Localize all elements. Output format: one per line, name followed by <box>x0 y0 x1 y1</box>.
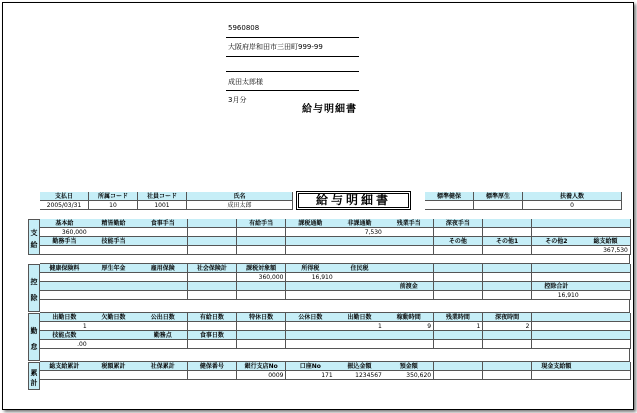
field-value <box>384 291 434 300</box>
section-char: 給 <box>30 241 38 249</box>
field-value <box>434 291 484 300</box>
field-value <box>532 340 582 349</box>
field-label: 食事手当 <box>138 219 188 228</box>
section-char: 計 <box>30 378 38 387</box>
field-value <box>237 246 287 255</box>
field-label: 基本給 <box>40 219 90 228</box>
field-label <box>384 331 434 340</box>
field-value <box>40 371 90 380</box>
field-value: 367,530 <box>581 246 631 255</box>
field-label <box>532 264 582 273</box>
header-label: 氏名 <box>187 192 293 201</box>
field-label <box>188 237 238 246</box>
field-value <box>40 273 90 282</box>
field-label <box>483 331 533 340</box>
field-label <box>237 237 287 246</box>
field-value <box>138 246 188 255</box>
field-label: 社会保険計 <box>188 264 238 273</box>
field-label <box>483 282 533 291</box>
header-label: 標準厚生 <box>474 192 523 201</box>
header-value: 成田太郎 <box>187 201 293 210</box>
field-label: 深夜手当 <box>434 219 484 228</box>
field-label: 銀行支店No <box>237 362 287 371</box>
field-label: 勤務点 <box>138 331 188 340</box>
field-label: 勤務手当 <box>40 237 90 246</box>
field-value <box>581 340 631 349</box>
field-value <box>237 340 287 349</box>
field-label <box>384 264 434 273</box>
field-value <box>188 246 238 255</box>
field-label <box>532 331 582 340</box>
field-label <box>286 331 336 340</box>
field-value: 1 <box>335 322 385 331</box>
field-label: 残業時間 <box>434 313 484 322</box>
field-value: 1234567 <box>335 371 385 380</box>
address-divider <box>226 37 359 38</box>
field-label: 有給手当 <box>237 219 287 228</box>
section-label <box>28 362 40 390</box>
field-label <box>89 282 139 291</box>
field-value <box>237 291 287 300</box>
field-value <box>532 246 582 255</box>
section-char: 怠 <box>30 343 38 351</box>
field-value: 16,910 <box>532 291 582 300</box>
address-line: 大阪府岸和田市三田町999-99 <box>228 43 323 51</box>
field-value <box>581 291 631 300</box>
field-label: その他1 <box>483 237 533 246</box>
field-label: 有給日数 <box>188 313 238 322</box>
field-value <box>532 273 582 282</box>
field-value <box>532 371 582 380</box>
field-value <box>434 340 484 349</box>
field-label: 出勤日数 <box>335 313 385 322</box>
field-value <box>483 340 533 349</box>
section-char: 支 <box>30 229 38 237</box>
field-label: 稼動時間 <box>384 313 434 322</box>
field-label <box>581 331 631 340</box>
field-label <box>483 362 533 371</box>
field-label <box>286 282 336 291</box>
address-divider <box>226 71 359 72</box>
field-value <box>188 322 238 331</box>
field-value <box>483 291 533 300</box>
field-value <box>188 273 238 282</box>
field-label: 公出日数 <box>138 313 188 322</box>
field-label <box>138 282 188 291</box>
header-label: 社員コード <box>138 192 187 201</box>
field-label <box>434 264 484 273</box>
field-value: 0009 <box>237 371 287 380</box>
field-value <box>335 340 385 349</box>
field-value <box>138 322 188 331</box>
header-value: 2005/03/31 <box>40 201 89 210</box>
field-value <box>384 340 434 349</box>
field-label <box>335 331 385 340</box>
field-value <box>483 371 533 380</box>
field-value: 9 <box>384 322 434 331</box>
field-label: 総支給額 <box>581 237 631 246</box>
field-label <box>237 282 287 291</box>
field-label <box>483 219 533 228</box>
field-value <box>40 246 90 255</box>
header-label: 標準健保 <box>425 192 474 201</box>
field-value <box>581 322 631 331</box>
field-label <box>581 219 631 228</box>
field-value <box>384 246 434 255</box>
field-value <box>89 371 139 380</box>
spacer-row <box>40 255 630 264</box>
field-label <box>532 313 582 322</box>
field-value: 350,620 <box>384 371 434 380</box>
field-label <box>384 237 434 246</box>
field-value <box>384 273 434 282</box>
field-label: 出勤日数 <box>40 313 90 322</box>
field-value <box>188 291 238 300</box>
field-label: 現金支給額 <box>532 362 582 371</box>
field-value <box>532 228 582 237</box>
field-label: 欠勤日数 <box>89 313 139 322</box>
field-label <box>89 331 139 340</box>
field-label <box>335 282 385 291</box>
field-value <box>89 228 139 237</box>
section-char: 勤 <box>30 327 38 335</box>
field-value: 360,000 <box>40 228 90 237</box>
field-label <box>286 237 336 246</box>
field-label: 総支給累計 <box>40 362 90 371</box>
field-label <box>40 282 90 291</box>
field-value <box>581 228 631 237</box>
field-label <box>188 282 238 291</box>
field-label <box>335 237 385 246</box>
field-value <box>89 273 139 282</box>
header-value <box>474 201 523 210</box>
field-value <box>286 246 336 255</box>
field-value <box>384 228 434 237</box>
field-value <box>237 228 287 237</box>
field-value <box>188 228 238 237</box>
field-value <box>138 371 188 380</box>
section-label <box>28 264 40 312</box>
section-label <box>28 219 40 255</box>
field-value <box>483 228 533 237</box>
field-label: 食事日数 <box>188 331 238 340</box>
field-label: 残業手当 <box>384 219 434 228</box>
field-label <box>434 282 484 291</box>
field-value <box>138 228 188 237</box>
field-label <box>532 219 582 228</box>
field-label: 社保累計 <box>138 362 188 371</box>
field-label: 控除合計 <box>532 282 582 291</box>
field-label: 振込金額 <box>335 362 385 371</box>
field-value <box>581 371 631 380</box>
field-label: 非課通勤 <box>335 219 385 228</box>
field-label <box>138 237 188 246</box>
field-value <box>89 291 139 300</box>
field-value <box>581 273 631 282</box>
field-value <box>286 340 336 349</box>
field-value <box>188 340 238 349</box>
field-label: 所得税 <box>286 264 336 273</box>
field-label: 課税通勤 <box>286 219 336 228</box>
recipient-name: 成田太郎様 <box>228 78 263 86</box>
field-value <box>138 291 188 300</box>
section-char: 除 <box>30 294 38 302</box>
field-value <box>138 273 188 282</box>
field-value <box>434 228 484 237</box>
field-value <box>434 246 484 255</box>
field-value <box>335 273 385 282</box>
header-value: 10 <box>89 201 138 210</box>
field-label: 前渡金 <box>384 282 434 291</box>
field-value <box>286 291 336 300</box>
field-value <box>138 340 188 349</box>
header-value: 1001 <box>138 201 187 210</box>
field-value <box>89 340 139 349</box>
field-label <box>581 313 631 322</box>
field-label: 技能点数 <box>40 331 90 340</box>
form-title: 給与明細書 <box>296 191 411 210</box>
section-char: 控 <box>30 278 38 286</box>
field-label: 健保番号 <box>188 362 238 371</box>
field-value <box>40 291 90 300</box>
field-value <box>335 291 385 300</box>
header-value: 0 <box>523 201 622 210</box>
field-value <box>237 322 287 331</box>
field-label: 公休日数 <box>286 313 336 322</box>
field-value: .00 <box>40 340 90 349</box>
field-label: 技能手当 <box>89 237 139 246</box>
spacer-row <box>40 349 630 362</box>
section-char: 累 <box>30 369 38 378</box>
header-value <box>425 201 474 210</box>
pay-month: 3月分 <box>228 96 247 104</box>
field-value: 1 <box>434 322 484 331</box>
field-label: その他2 <box>532 237 582 246</box>
field-label <box>581 282 631 291</box>
field-value <box>188 371 238 380</box>
field-label: 厚生年金 <box>89 264 139 273</box>
field-label: 健康保険料 <box>40 264 90 273</box>
postal-code: 5960808 <box>228 24 260 32</box>
field-label <box>434 331 484 340</box>
field-label: その他 <box>434 237 484 246</box>
field-label <box>581 362 631 371</box>
field-value: 2 <box>483 322 533 331</box>
field-label: 口座No <box>286 362 336 371</box>
envelope-title: 給与明細書 <box>302 104 357 115</box>
field-value <box>532 322 582 331</box>
field-label: 特休日数 <box>237 313 287 322</box>
field-value <box>483 273 533 282</box>
field-label: 雇用保険 <box>138 264 188 273</box>
header-label: 支払日 <box>40 192 89 201</box>
header-label: 所属コード <box>89 192 138 201</box>
field-value <box>89 246 139 255</box>
field-label: 預金額 <box>384 362 434 371</box>
field-label: 住民税 <box>335 264 385 273</box>
field-label: 深夜時間 <box>483 313 533 322</box>
field-value: 16,910 <box>286 273 336 282</box>
field-label <box>188 219 238 228</box>
field-value <box>434 371 484 380</box>
field-value <box>286 322 336 331</box>
field-value <box>335 246 385 255</box>
field-label <box>581 264 631 273</box>
field-label <box>483 264 533 273</box>
header-label: 扶養人数 <box>523 192 622 201</box>
field-value <box>286 228 336 237</box>
field-label <box>434 362 484 371</box>
field-value <box>483 246 533 255</box>
field-label: 課税対象額 <box>237 264 287 273</box>
field-value <box>434 273 484 282</box>
section-label <box>28 313 40 361</box>
spacer-row <box>40 300 630 313</box>
field-value: 360,000 <box>237 273 287 282</box>
field-value: 1 <box>40 322 90 331</box>
field-value <box>89 322 139 331</box>
address-divider <box>226 90 359 91</box>
field-label: 税額累計 <box>89 362 139 371</box>
field-label <box>237 331 287 340</box>
field-value: 171 <box>286 371 336 380</box>
field-label: 精皆勤給 <box>89 219 139 228</box>
field-value: 7,530 <box>335 228 385 237</box>
address-divider <box>226 56 359 57</box>
